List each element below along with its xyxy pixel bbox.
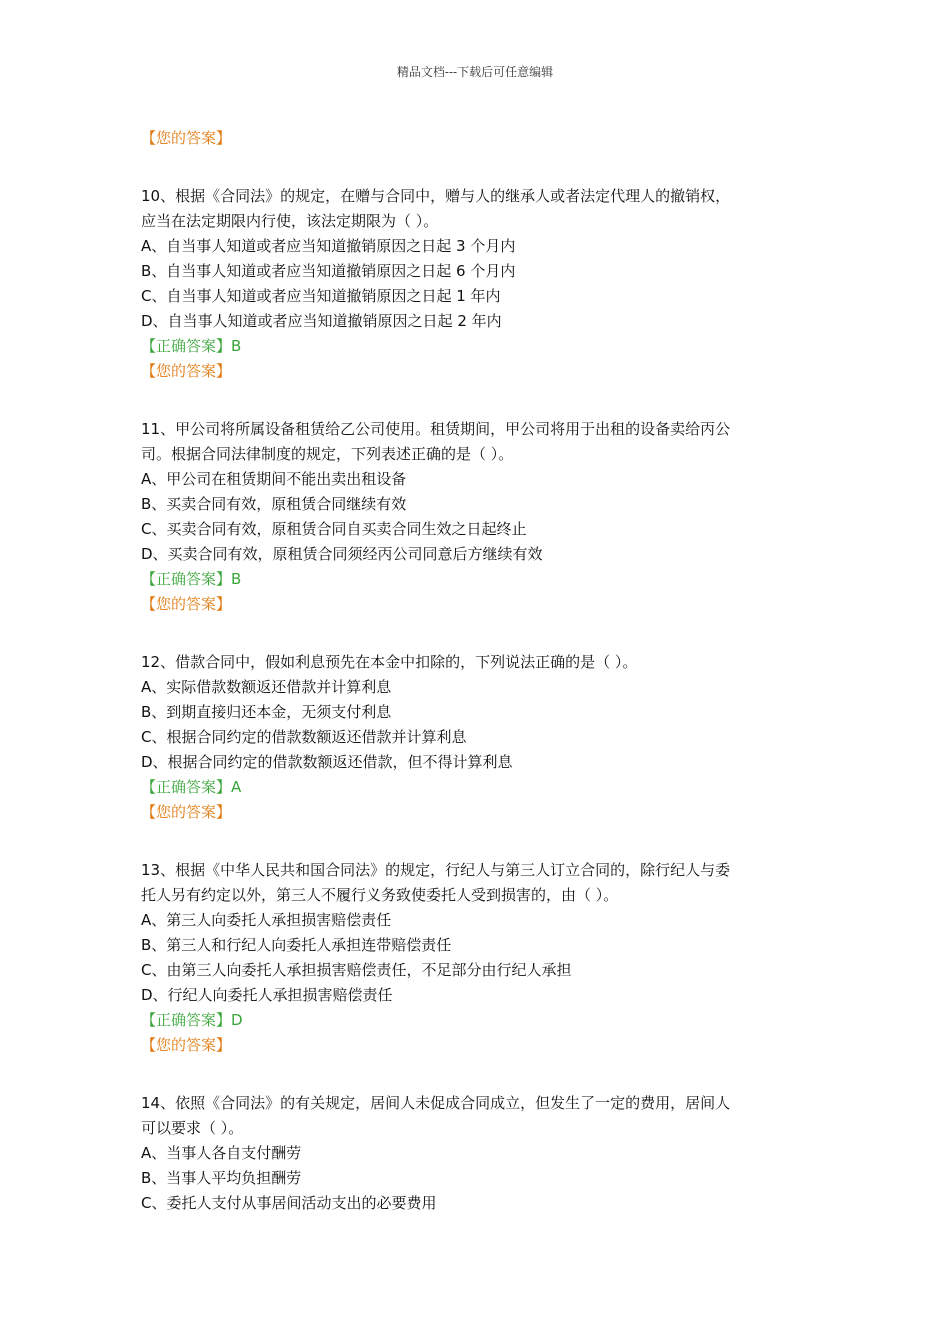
spacer — [141, 384, 811, 417]
question-14 — [141, 1091, 811, 1216]
spacer — [141, 617, 811, 650]
question-10 — [141, 184, 811, 384]
option-a: A、当事人各自支付酬劳 — [141, 1144, 302, 1162]
option-b: B、自当事人知道或者应当知道撤销原因之日起 6 个月内 — [141, 262, 516, 280]
question-stem: 应当在法定期限内行使，该法定期限为（ ）。 — [141, 212, 439, 230]
spacer — [141, 825, 811, 858]
question-stem: 12、借款合同中，假如利息预先在本金中扣除的，下列说法正确的是（ ）。 — [141, 653, 638, 671]
option-d: D、行纪人向委托人承担损害赔偿责任 — [141, 986, 393, 1004]
question-11 — [141, 417, 811, 617]
question-stem: 13、根据《中华人民共和国合同法》的规定，行纪人与第三人订立合同的，除行纪人与委 — [141, 861, 731, 879]
question-13 — [141, 858, 811, 1058]
option-c: C、根据合同约定的借款数额返还借款并计算利息 — [141, 728, 467, 746]
spacer — [141, 151, 811, 184]
document-body — [141, 126, 811, 1216]
correct-answer: 【正确答案】B — [141, 570, 242, 588]
option-a: A、甲公司在租赁期间不能出卖出租设备 — [141, 470, 407, 488]
your-answer-label: 【您的答案】 — [141, 803, 232, 821]
option-c: C、自当事人知道或者应当知道撤销原因之日起 1 年内 — [141, 287, 501, 305]
question-stem: 托人另有约定以外，第三人不履行义务致使委托人受到损害的，由（ ）。 — [141, 886, 619, 904]
option-a: A、第三人向委托人承担损害赔偿责任 — [141, 911, 392, 929]
question-stem: 司。根据合同法律制度的规定，下列表述正确的是（ ）。 — [141, 445, 514, 463]
correct-answer: 【正确答案】A — [141, 778, 242, 796]
page-header: 精品文档---下载后可任意编辑 — [396, 65, 554, 79]
option-b: B、买卖合同有效，原租赁合同继续有效 — [141, 495, 407, 513]
spacer — [141, 1058, 811, 1091]
question-stem: 10、根据《合同法》的规定，在赠与合同中，赠与人的继承人或者法定代理人的撤销权， — [141, 187, 731, 205]
option-d: D、买卖合同有效，原租赁合同须经丙公司同意后方继续有效 — [141, 545, 543, 563]
question-stem: 11、甲公司将所属设备租赁给乙公司使用。租赁期间，甲公司将用于出租的设备卖给丙公 — [141, 420, 731, 438]
question-stem: 可以要求（ ）。 — [141, 1119, 244, 1137]
option-a: A、自当事人知道或者应当知道撤销原因之日起 3 个月内 — [141, 237, 516, 255]
correct-answer: 【正确答案】B — [141, 337, 242, 355]
correct-answer: 【正确答案】D — [141, 1011, 243, 1029]
question-12 — [141, 650, 811, 825]
option-b: B、到期直接归还本金，无须支付利息 — [141, 703, 392, 721]
your-answer-label: 【您的答案】 — [141, 1036, 232, 1054]
option-a: A、实际借款数额返还借款并计算利息 — [141, 678, 392, 696]
your-answer-label: 【您的答案】 — [141, 362, 232, 380]
option-c: C、买卖合同有效，原租赁合同自买卖合同生效之日起终止 — [141, 520, 527, 538]
your-answer-label: 【您的答案】 — [141, 595, 232, 613]
option-b: B、第三人和行纪人向委托人承担连带赔偿责任 — [141, 936, 452, 954]
option-d: D、根据合同约定的借款数额返还借款，但不得计算利息 — [141, 753, 513, 771]
option-c: C、由第三人向委托人承担损害赔偿责任，不足部分由行纪人承担 — [141, 961, 572, 979]
option-c: C、委托人支付从事居间活动支出的必要费用 — [141, 1194, 437, 1212]
option-d: D、自当事人知道或者应当知道撤销原因之日起 2 年内 — [141, 312, 502, 330]
question-stem: 14、依照《合同法》的有关规定，居间人未促成合同成立，但发生了一定的费用，居间人 — [141, 1094, 731, 1112]
your-answer-label: 【您的答案】 — [141, 129, 232, 147]
option-b: B、当事人平均负担酬劳 — [141, 1169, 302, 1187]
